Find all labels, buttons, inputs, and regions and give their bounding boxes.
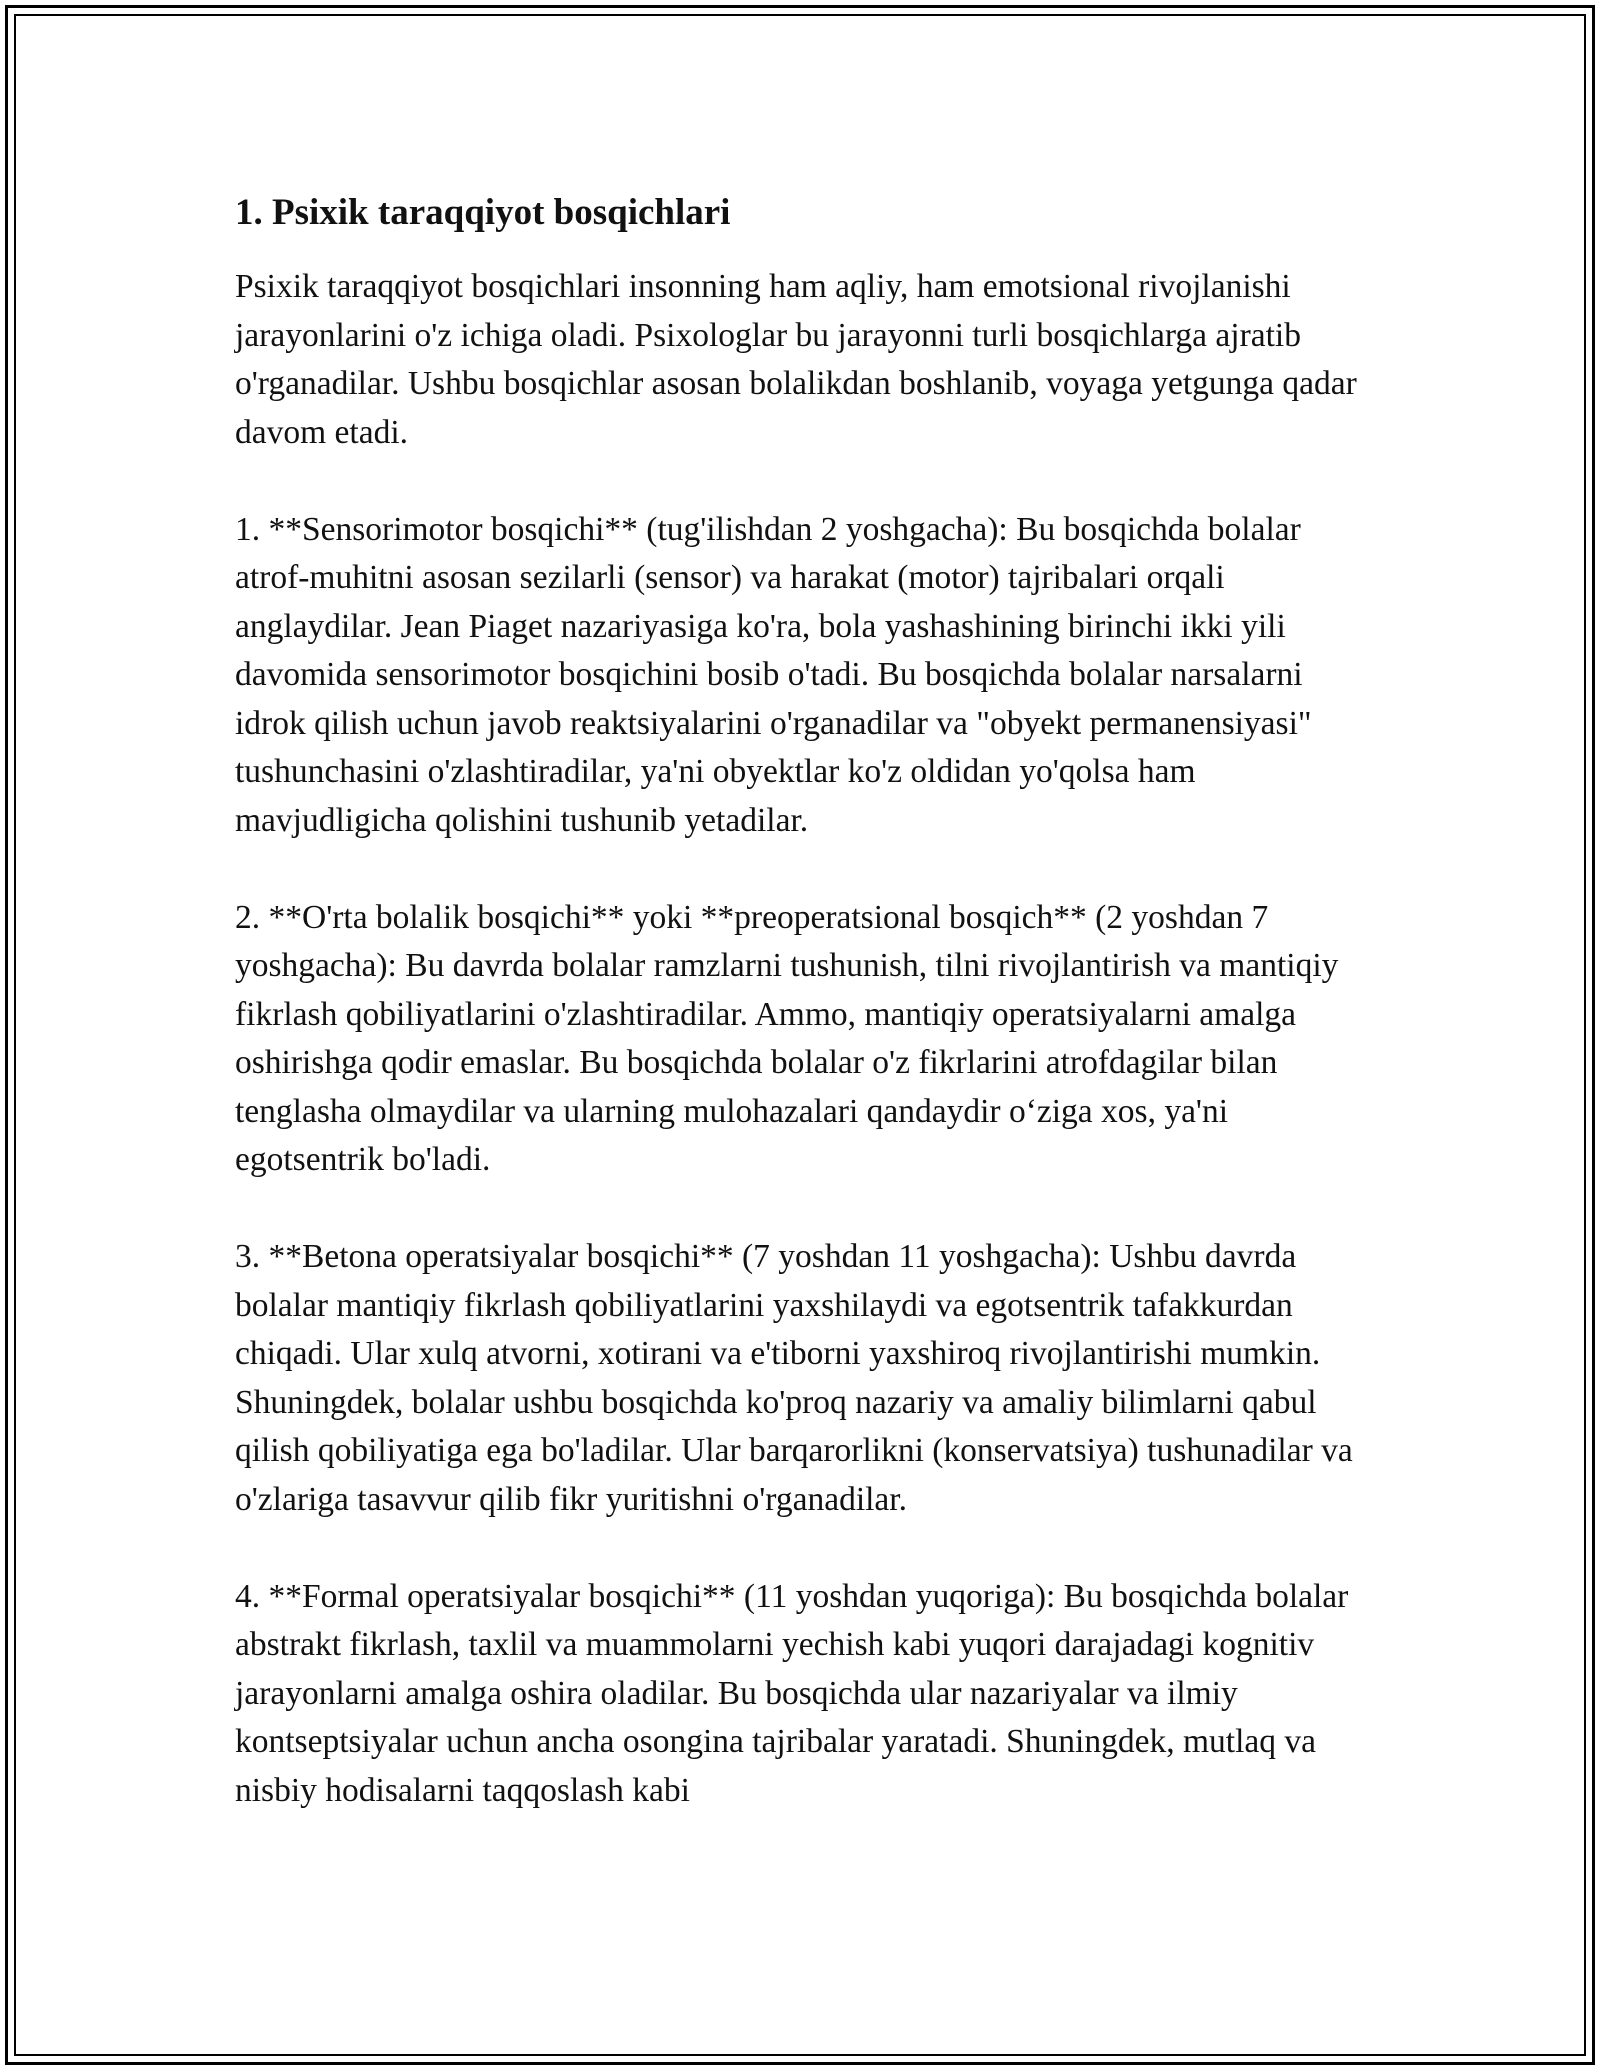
stage-4-paragraph: 4. **Formal operatsiyalar bosqichi** (11 yoshdan yuqoriga): Bu bosqichda bolalar abstrakt fikrlash, taxlil va muammolarni yechish kabi yuqori darajadagi kognitiv jarayonlarni amalga oshira oladilar. Bu bosqichda ular nazariyalar va ilmiy kontseptsiyalar uchun ancha osongina tajribalar yaratadi. Shuningdek, mutlaq va nisbiy hodisalarni taqqoslash kabi <box>235 1577 1349 1809</box>
document-title: 1. Psixik taraqqiyot bosqichlari <box>235 192 731 233</box>
stage-3-paragraph: 3. **Betona operatsiyalar bosqichi** (7 yoshdan 11 yoshgacha): Ushbu davrda bolalar mantiqiy fikrlash qobiliyatlarini yaxshilaydi va egotsentrik tafakkurdan chiqadi. Ular xulq atvorni, xotirani va e'tiborni yaxshiroq rivojlantirishi mumkin. Shuningdek, bolalar ushbu bosqichda ko'proq nazariy va amaliy bilimlarni qabul qilish qobiliyatiga ega bo'ladilar. Ular barqarorlikni (konservatsiya) tushunadilar va o'zlariga tasavvur qilib fikr yuritishni o'rganadilar. <box>235 1238 1353 1518</box>
stage-2-paragraph: 2. **O'rta bolalik bosqichi** yoki **preoperatsional bosqich** (2 yoshdan 7 yoshgacha): Bu davrda bolalar ramzlarni tushunish, tilni rivojlantirish va mantiqiy fikrlash qobiliyatlarini o'zlashtiradilar. Ammo, mantiqiy operatsiyalarni amalga oshirishga qodir emaslar. Bu bosqichda bolalar o'z fikrlarini atrofdagilar bilan tenglasha olmaydilar va ularning mulohazalari qandaydir o‘ziga xos, ya'ni egotsentrik bo'ladi. <box>235 898 1339 1178</box>
intro-paragraph: Psixik taraqqiyot bosqichlari insonning ham aqliy, ham emotsional rivojlanishi jarayonlarini o'z ichiga oladi. Psixologlar bu jarayonni turli bosqichlarga ajratib o'rganadilar. Ushbu bosqichlar asosan bolalikdan boshlanib, voyaga yetgunga qadar davom etadi. <box>235 268 1357 451</box>
document-body <box>235 188 1375 1815</box>
stage-1-paragraph: 1. **Sensorimotor bosqichi** (tug'ilishdan 2 yoshgacha): Bu bosqichda bolalar atrof-muhitni asosan sezilarli (sensor) va harakat (motor) tajribalari orqali anglaydilar. Jean Piaget nazariyasiga ko'ra, bola yashashining birinchi ikki yili davomida sensorimotor bosqichini bosib o'tadi. Bu bosqichda bolalar narsalarni idrok qilish uchun javob reaktsiyalarini o'rganadilar va "obyekt permanensiyasi" tushunchasini o'zlashtiradilar, ya'ni obyektlar ko'z oldidan yo'qolsa ham mavjudligicha qolishini tushunib yetadilar. <box>235 510 1312 839</box>
